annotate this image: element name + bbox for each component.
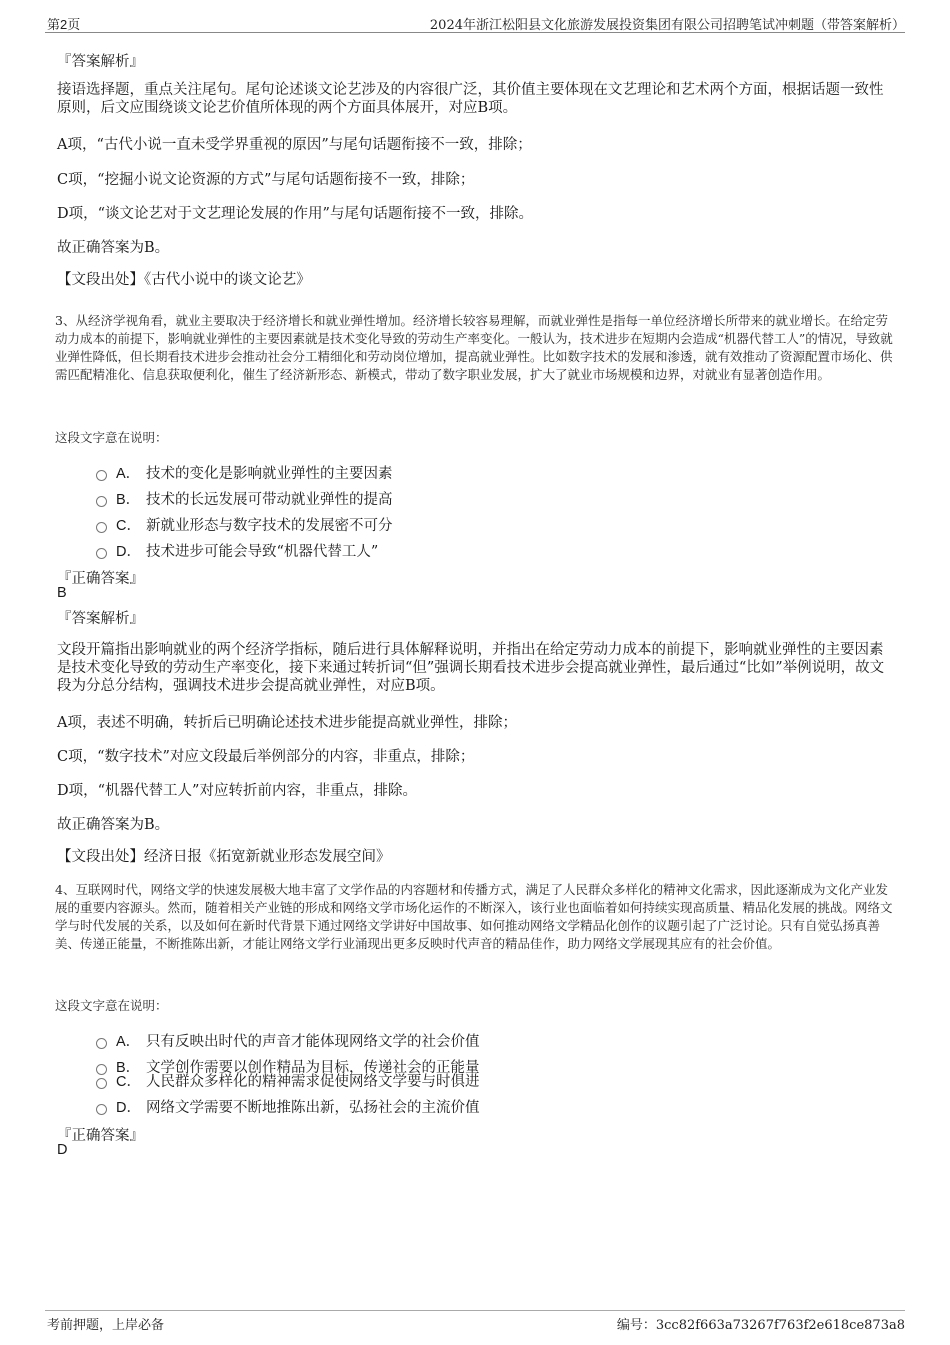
option-text: 网络文学需要不断地推陈出新，弘扬社会的主流价值 — [146, 1100, 480, 1116]
radio-icon[interactable] — [96, 522, 107, 533]
question-3-option-b[interactable] — [96, 488, 393, 509]
analysis-label: 『答案解析』 — [57, 611, 144, 627]
option-text: 人民群众多样化的精神需求促使网络文学要与时俱进 — [146, 1074, 480, 1090]
question-3-option-c[interactable] — [96, 514, 393, 535]
footer-divider — [45, 1310, 905, 1311]
option-analysis-line: D项，“机器代替工人”对应转折前内容，非重点，排除。 — [57, 783, 417, 799]
correct-answer-label: 『正确答案』 — [57, 571, 144, 587]
question-3-prompt: 这段文字意在说明： — [55, 430, 168, 445]
analysis-paragraph: 文段开篇指出影响就业的两个经济学指标，随后进行具体解释说明，并指出在给定劳动力成本的前提下，影响就业弹性的主要因素是技术变化导致的劳动生产率变化，接下来通过转折词“但”强调长期看技术进步会提高就业弹性，最后通过“比如”举例说明，故文段为分总分结构，强调技术进步会提高就业弹性，对应B项。 — [57, 642, 885, 694]
option-letter: C． — [116, 1074, 141, 1090]
source-citation: 【文段出处】经济日报《拓宽新就业形态发展空间》 — [57, 849, 391, 865]
analysis-label: 『答案解析』 — [57, 54, 144, 70]
question-3-option-d[interactable] — [96, 540, 378, 561]
source-citation: 【文段出处】《古代小说中的谈文论艺》 — [57, 272, 311, 288]
option-analysis-line: C项，“挖掘小说文论资源的方式”与尾句话题衔接不一致，排除； — [57, 172, 475, 188]
option-text: 文学创作需要以创作精品为目标，传递社会的正能量 — [146, 1060, 480, 1076]
correct-answer: B — [57, 585, 67, 601]
radio-icon[interactable] — [96, 1078, 107, 1089]
answer-conclusion: 故正确答案为B。 — [57, 817, 170, 833]
question-4-option-c[interactable] — [96, 1070, 480, 1091]
option-letter: B． — [116, 492, 141, 508]
option-letter: A． — [116, 466, 141, 482]
header-divider — [45, 32, 905, 33]
option-analysis-line: A项，“古代小说一直未受学界重视的原因”与尾句话题衔接不一致，排除； — [57, 137, 532, 153]
page-number: 第2页 — [47, 17, 81, 32]
option-letter: A． — [116, 1034, 141, 1050]
question-4-prompt: 这段文字意在说明： — [55, 998, 168, 1013]
option-letter: C． — [116, 518, 141, 534]
document-id: 编号：3cc82f663a73267f763f2e618ce873a8 — [616, 1318, 905, 1333]
radio-icon[interactable] — [96, 470, 107, 481]
option-text: 技术的变化是影响就业弹性的主要因素 — [146, 466, 393, 482]
question-4-option-d[interactable] — [96, 1096, 480, 1117]
answer-conclusion: 故正确答案为B。 — [57, 240, 170, 256]
correct-answer: D — [57, 1142, 68, 1158]
option-letter: D． — [116, 1100, 141, 1116]
option-analysis-line: D项，“谈文论艺对于文艺理论发展的作用”与尾句话题衔接不一致，排除。 — [57, 206, 533, 222]
document-title: 2024年浙江松阳县文化旅游发展投资集团有限公司招聘笔试冲刺题（带答案解析） — [429, 18, 905, 33]
correct-answer-label: 『正确答案』 — [57, 1128, 144, 1144]
radio-icon[interactable] — [96, 1038, 107, 1049]
option-letter: D． — [116, 544, 141, 560]
option-text: 技术进步可能会导致“机器代替工人” — [146, 544, 379, 560]
question-3-option-a[interactable] — [96, 462, 393, 483]
question-4-text: 4、互联网时代，网络文学的快速发展极大地丰富了文学作品的内容题材和传播方式，满足了人民群众多样化的精神文化需求，因此逐渐成为文化产业发展的重要内容源头。然而，随着相关产业链的形成和网络文学市场化运作的不断深入，该行业也面临着如何持续实现高质量、精品化发展的挑战。网络文学与时代发展的关系，以及如何在新时代背景下通过网络文学讲好中国故事、如何推动网络文学精品化创作的议题引起了广泛讨论。只有自觉弘扬真善美、传递正能量，不断推陈出新，才能让网络文学行业涌现出更多反映时代声音的精品佳作，助力网络文学展现其应有的社会价值。 — [55, 882, 893, 951]
option-text: 技术的长远发展可带动就业弹性的提高 — [146, 492, 393, 508]
option-analysis-line: A项，表述不明确，转折后已明确论述技术进步能提高就业弹性，排除； — [57, 715, 517, 731]
option-analysis-line: C项，“数字技术”对应文段最后举例部分的内容，非重点，排除； — [57, 749, 475, 765]
option-text: 只有反映出时代的声音才能体现网络文学的社会价值 — [146, 1034, 480, 1050]
analysis-paragraph: 接语选择题，重点关注尾句。尾句论述谈文论艺涉及的内容很广泛，其价值主要体现在文艺理论和艺术两个方面，根据话题一致性原则，后文应围绕谈文论艺价值所体现的两个方面具体展开，对应B项。 — [57, 82, 884, 116]
option-letter: B． — [116, 1060, 141, 1076]
question-4-option-a[interactable] — [96, 1030, 480, 1051]
question-3-text: 3、从经济学视角看，就业主要取决于经济增长和就业弹性增加。经济增长较容易理解，而就业弹性是指每一单位经济增长所带来的就业增长。在给定劳动力成本的前提下，影响就业弹性的主要因素就是技术变化导致的劳动生产率变化。一般认为，技术进步在短期内会造成“机器代替工人”的情况，导致就业弹性降低，但长期看技术进步会推动社会分工精细化和劳动岗位增加，提高就业弹性。比如数字技术的发展和渗透，就有效推动了资源配置市场化、供需匹配精准化、信息获取便利化，催生了经济新形态、新模式，带动了数字职业发展，扩大了就业市场规模和边界，对就业有显著创造作用。 — [55, 313, 893, 382]
option-text: 新就业形态与数字技术的发展密不可分 — [146, 518, 393, 534]
radio-icon[interactable] — [96, 548, 107, 559]
radio-icon[interactable] — [96, 496, 107, 507]
radio-icon[interactable] — [96, 1104, 107, 1115]
footer-slogan: 考前押题，上岸必备 — [47, 1318, 165, 1333]
